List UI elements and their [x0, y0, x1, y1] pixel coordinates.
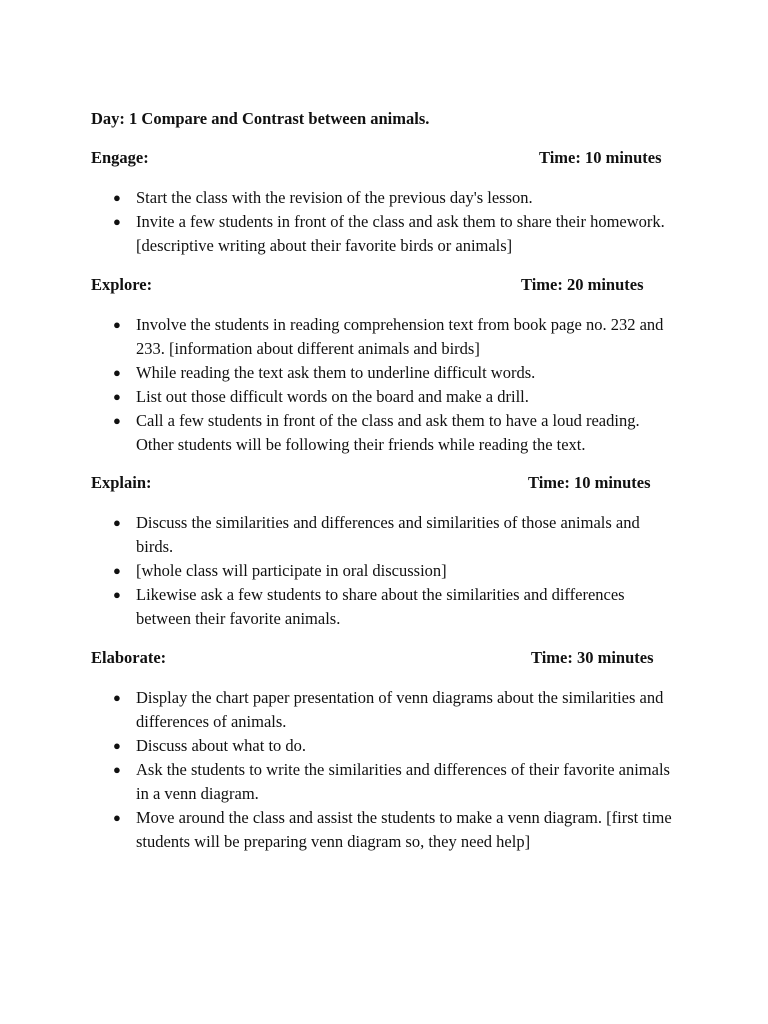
section-heading-elaborate: Elaborate: [91, 648, 167, 667]
list-item [0, 734, 676, 758]
section-heading-explore: Explore: [91, 275, 153, 294]
bullet-icon: ● [113, 810, 121, 825]
list-elaborate [0, 686, 768, 854]
list-item [0, 511, 676, 559]
list-item-text: Invite a few students in front of the class and ask them to share their homework. [descriptive writing about their favorite birds or animals] [136, 212, 665, 255]
bullet-icon: ● [113, 762, 121, 777]
section-heading-explain: Explain: [91, 473, 152, 492]
list-item [0, 806, 676, 854]
list-item-text: While reading the text ask them to underline difficult words. [136, 363, 536, 382]
bullet-icon: ● [113, 365, 121, 380]
bullet-icon: ● [113, 317, 121, 332]
list-item-text: Display the chart paper presentation of venn diagrams about the similarities and differences of animals. [136, 688, 664, 731]
bullet-icon: ● [113, 690, 121, 705]
list-item-text: Discuss about what to do. [136, 736, 307, 755]
bullet-icon: ● [113, 389, 121, 404]
list-item-text: Start the class with the revision of the previous day's lesson. [136, 188, 533, 207]
bullet-icon: ● [113, 738, 121, 753]
section-time-elaborate: Time: 30 minutes [531, 648, 654, 667]
list-item [0, 385, 676, 409]
list-item-text: Move around the class and assist the students to make a venn diagram. [first time students will be preparing venn diagram so, they need help] [136, 808, 672, 851]
bullet-icon: ● [113, 214, 121, 229]
list-item [0, 686, 676, 734]
list-explain [0, 511, 768, 631]
list-item-text: Call a few students in front of the class and ask them to have a loud reading. Other students will be following their friends while reading the text. [136, 411, 640, 454]
list-item [0, 409, 676, 457]
list-item [0, 313, 676, 361]
list-item [0, 559, 676, 583]
page-title: Day: 1 Compare and Contrast between animals. [91, 109, 430, 128]
list-item [0, 583, 676, 631]
section-time-explore: Time: 20 minutes [521, 275, 644, 294]
list-item-text: Involve the students in reading comprehension text from book page no. 232 and 233. [information about different animals and birds] [136, 315, 664, 358]
list-item [0, 361, 676, 385]
bullet-icon: ● [113, 190, 121, 205]
list-item-text: Ask the students to write the similarities and differences of their favorite animals in a venn diagram. [136, 760, 670, 803]
list-item-text: Likewise ask a few students to share about the similarities and differences between their favorite animals. [136, 585, 625, 628]
section-heading-engage: Engage: [91, 148, 149, 167]
list-explore [0, 313, 768, 457]
list-item-text: [whole class will participate in oral discussion] [136, 561, 447, 580]
list-item-text: Discuss the similarities and differences and similarities of those animals and birds. [136, 513, 640, 556]
bullet-icon: ● [113, 563, 121, 578]
list-item [0, 186, 676, 210]
section-time-explain: Time: 10 minutes [528, 473, 651, 492]
list-engage [0, 186, 768, 258]
bullet-icon: ● [113, 515, 121, 530]
section-time-engage: Time: 10 minutes [539, 148, 662, 167]
list-item [0, 758, 676, 806]
bullet-icon: ● [113, 413, 121, 428]
bullet-icon: ● [113, 587, 121, 602]
list-item-text: List out those difficult words on the board and make a drill. [136, 387, 529, 406]
list-item [0, 210, 676, 258]
